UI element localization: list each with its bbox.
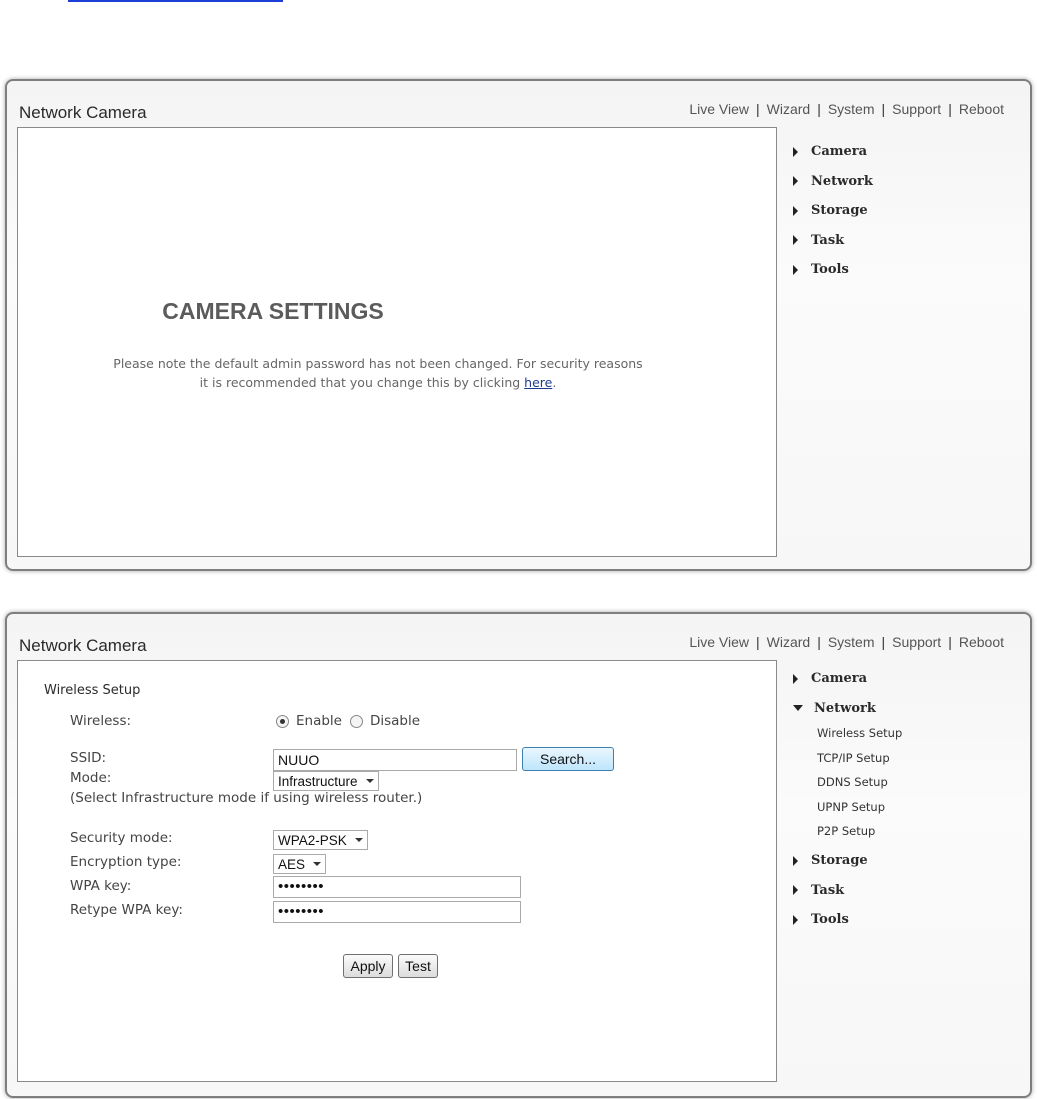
app-title: Network Camera	[19, 636, 147, 655]
section-title: Wireless Setup	[44, 683, 141, 698]
sidebar-item-label: Network	[814, 700, 876, 716]
ssid-label: SSID:	[70, 750, 107, 766]
nav-live-view[interactable]: Live View	[689, 101, 749, 117]
change-password-link[interactable]: here	[524, 375, 553, 390]
collapsed-arrow-icon	[793, 674, 798, 684]
encryption-type-select[interactable]	[273, 854, 326, 874]
mode-hint: (Select Infrastructure mode if using wireless router.)	[70, 790, 423, 806]
collapsed-arrow-icon	[793, 147, 798, 157]
sidebar-item-label: Tools	[811, 912, 849, 928]
retype-wpa-key-label: Retype WPA key:	[70, 902, 183, 918]
sidebar-subitem-p2p-setup[interactable]: P2P Setup	[817, 824, 876, 839]
wireless-enable-radio[interactable]	[276, 715, 289, 728]
sidebar-item-label: Tools	[811, 262, 849, 278]
expanded-arrow-icon	[793, 705, 803, 711]
mode-value: Infrastructure	[278, 773, 358, 789]
wireless-setup-window	[5, 612, 1032, 1098]
mode-label: Mode:	[70, 770, 112, 786]
wpa-key-label: WPA key:	[70, 878, 132, 894]
wireless-disable-radio[interactable]	[350, 715, 363, 728]
sidebar-item-task[interactable]	[793, 226, 873, 256]
collapsed-arrow-icon	[793, 206, 798, 216]
sidebar-item-label: Task	[811, 882, 845, 898]
sidebar-menu	[793, 137, 873, 285]
sidebar-item-tools[interactable]	[793, 905, 902, 935]
sidebar-item-storage[interactable]	[793, 196, 873, 226]
apply-button[interactable]: Apply	[343, 954, 393, 978]
security-mode-label: Security mode:	[70, 830, 173, 846]
page-title: CAMERA SETTINGS	[162, 298, 384, 324]
security-mode-value: WPA2-PSK	[278, 832, 347, 848]
sidebar-item-label: Storage	[811, 853, 868, 869]
app-title: Network Camera	[19, 103, 147, 122]
top-navigation: Live View | Wizard | System | Support | Reboot	[689, 634, 1004, 650]
test-button[interactable]: Test	[398, 954, 438, 978]
dropdown-arrow-icon	[313, 862, 321, 866]
top-link-underline[interactable]	[68, 0, 283, 2]
nav-support[interactable]: Support	[892, 101, 942, 117]
nav-reboot[interactable]: Reboot	[958, 101, 1004, 117]
network-submenu	[817, 721, 902, 844]
sidebar-item-label: Camera	[811, 671, 868, 687]
ssid-input[interactable]: NUUO	[273, 749, 517, 771]
sidebar-item-network[interactable]	[793, 167, 873, 197]
sidebar-item-network[interactable]	[793, 694, 902, 724]
sidebar-item-label: Storage	[811, 203, 868, 219]
sidebar-subitem-tcpip-setup[interactable]: TCP/IP Setup	[817, 750, 890, 765]
encryption-type-value: AES	[278, 856, 306, 872]
nav-reboot[interactable]: Reboot	[958, 634, 1004, 650]
sidebar-item-label: Task	[811, 232, 845, 248]
collapsed-arrow-icon	[793, 176, 798, 186]
encryption-type-label: Encryption type:	[70, 854, 182, 870]
disable-label: Disable	[369, 713, 421, 729]
search-button[interactable]: Search...	[522, 747, 614, 771]
security-mode-select[interactable]	[273, 830, 368, 850]
sidebar-item-label: Network	[811, 173, 873, 189]
wpa-key-input[interactable]: ••••••••	[273, 876, 521, 898]
top-navigation: Live View | Wizard | System | Support | Reboot	[689, 101, 1004, 117]
sidebar-item-tools[interactable]	[793, 255, 873, 285]
nav-wizard[interactable]: Wizard	[766, 101, 811, 117]
dropdown-arrow-icon	[355, 838, 363, 842]
nav-live-view[interactable]: Live View	[689, 634, 749, 650]
notice-period: .	[552, 375, 557, 390]
enable-label: Enable	[296, 713, 342, 729]
nav-wizard[interactable]: Wizard	[766, 634, 811, 650]
collapsed-arrow-icon	[793, 856, 798, 866]
mode-select[interactable]	[273, 771, 379, 791]
notice-line-2: it is recommended that you change this by clicking	[199, 375, 521, 390]
sidebar-item-camera[interactable]	[793, 137, 873, 167]
sidebar-subitem-ddns-setup[interactable]: DDNS Setup	[817, 775, 888, 790]
sidebar-item-label: Camera	[811, 144, 868, 160]
main-content	[17, 127, 777, 557]
nav-system[interactable]: System	[827, 634, 875, 650]
sidebar-item-task[interactable]	[793, 875, 902, 905]
collapsed-arrow-icon	[793, 885, 798, 895]
wireless-setup-form	[17, 660, 777, 1082]
camera-settings-window	[5, 79, 1032, 571]
collapsed-arrow-icon	[793, 915, 798, 925]
sidebar-subitem-wireless-setup[interactable]: Wireless Setup	[817, 726, 903, 740]
wireless-label: Wireless:	[70, 713, 132, 729]
sidebar-subitem-upnp-setup[interactable]: UPNP Setup	[817, 799, 886, 814]
notice-line-1: Please note the default admin password has not been changed. For security reasons	[113, 356, 643, 371]
retype-wpa-key-input[interactable]: ••••••••	[273, 901, 521, 923]
wireless-radio-group	[276, 713, 428, 729]
collapsed-arrow-icon	[793, 265, 798, 275]
nav-support[interactable]: Support	[892, 634, 942, 650]
sidebar-menu	[793, 664, 902, 934]
dropdown-arrow-icon	[366, 779, 374, 783]
collapsed-arrow-icon	[793, 235, 798, 245]
nav-system[interactable]: System	[827, 101, 875, 117]
password-notice	[18, 354, 738, 392]
sidebar-item-storage[interactable]	[793, 846, 902, 876]
sidebar-item-camera[interactable]	[793, 664, 902, 694]
